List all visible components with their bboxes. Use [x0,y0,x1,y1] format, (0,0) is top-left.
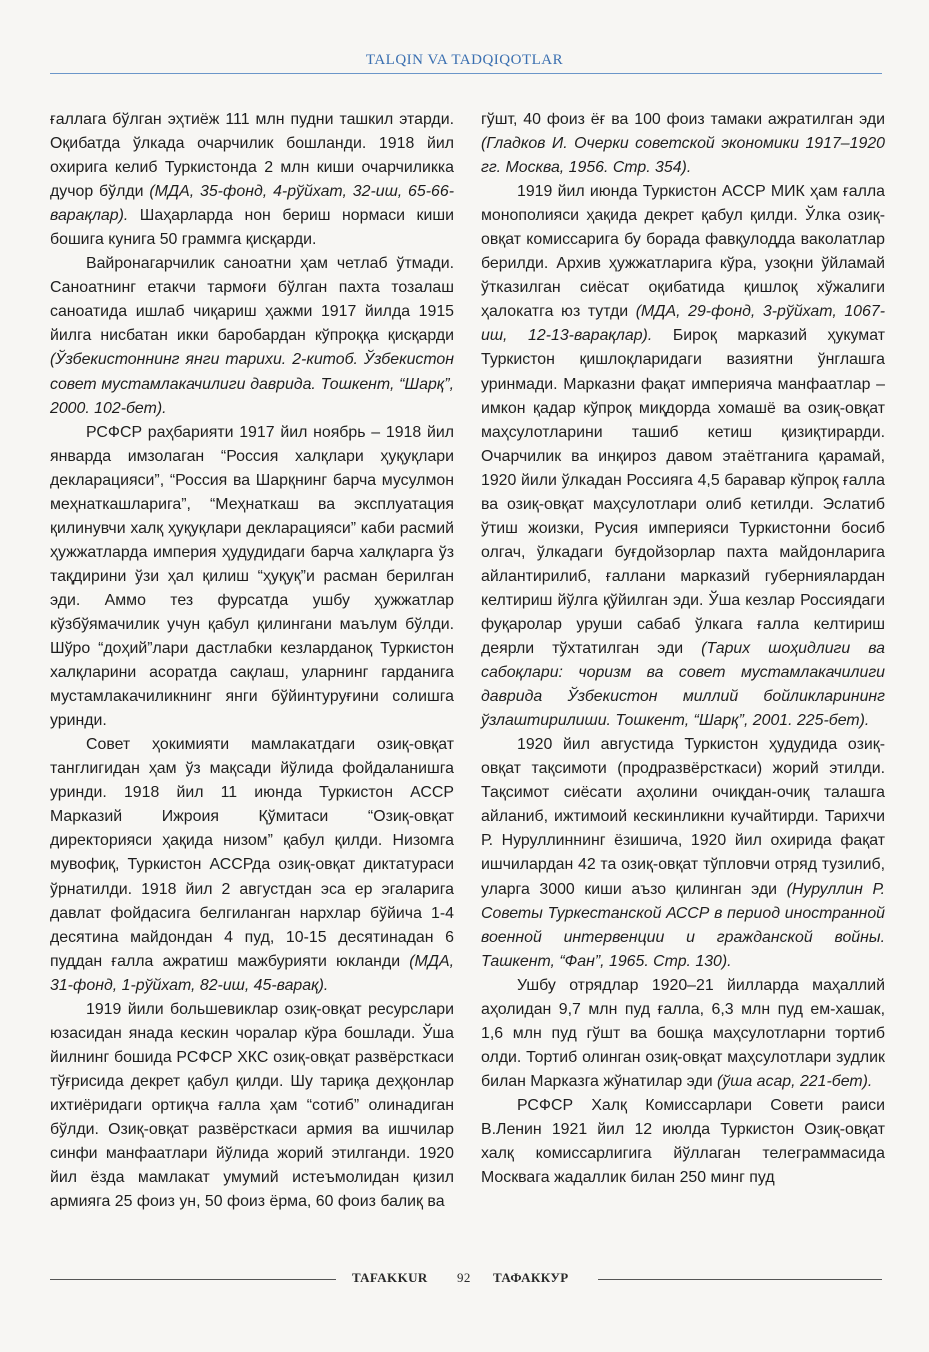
running-header: TALQIN VA TADQIQOTLAR [365,52,564,68]
header-rule [50,73,882,74]
page-number: 92 [457,1270,471,1285]
paragraph-text: ғаллага бўлган эҳтиёж 111 млн пудни ташкил этарди. Оқибатда ўлкада очарчилик бошланди. 1918 йил охирига келиб Туркистонда 2 млн киши очарчиликка дучор бўлди [50,111,454,201]
paragraph [50,421,454,734]
right-column [481,108,885,1190]
paragraph-text: гўшт, 40 фоиз ёғ ва 100 фоиз тамаки ажратилган эди [481,111,885,128]
footer-rule-right [598,1279,882,1280]
paragraph [50,998,454,1214]
footer-journal-latin: TAFAKKUR [352,1270,428,1285]
page-footer [50,1268,882,1290]
paragraph [50,252,454,420]
paragraph-text: Ушбу отрядлар 1920–21 йилларда маҳаллий аҳолидан 9,7 млн пуд ғалла, 6,3 млн пуд ем-хашак, 1,6 млн пуд гўшт ва бошқа маҳсулотларни тортиб олди. Тортиб олинган озиқ-овқат маҳсулотлари зудлик билан Марказга жўнатилар эди [481,976,885,1090]
paragraph-text: 1920 йил августида Туркистон ҳудудида озиқ-овқат тақсимоти (продразвёрсткаси) жорий этилди. Тақсимот сиёсати аҳолини очиқдан-очиқ талашга айланиб, ижтимоий кескинликни кучайтирди. Тарихчи Р. Нуруллиннинг ёзишича, 1920 йил охирида фақат ишчилардан 42 та озиқ-овқат тўпловчи отряд тузилиб, уларга 3000 киши аъзо қилинган эди [481,736,885,898]
paragraph [50,733,454,998]
paragraph-text: 1919 йил июнда Туркистон АССР МИК ҳам ғалла монополияси ҳақида декрет қабул қилди. Ўлка озиқ-овқат комиссарига бу борада фавқулодда ваколатлар берилди. Архив ҳужжатларига кўра, узоқни ўйламай ўтказилган сиёсат оқибатида қишлоқ хўжалиги ҳалокатга юз тутди [481,183,885,321]
paragraph [481,180,885,733]
citation: (Ўзбекистоннинг янги тарихи. 2-китоб. Ўзбекистон совет мустамлакачилиги даврида. Тошкент, “Шарқ”, 2000. 102-бет). [50,351,454,417]
paragraph-text: РСФСР Халқ Комиссарлари Совети раиси В.Ленин 1921 йил 12 июлда Туркистон Озиқ-овқат халқ комиссарлигига йўллаган телеграммасида Москвага жадаллик билан 250 минг пуд [481,1096,885,1187]
paragraph [481,733,885,973]
paragraph-text: Совет ҳокимияти мамлакатдаги озиқ-овқат танглигидан ҳам ўз мақсади йўлида фойдаланишга уринди. 1918 йил 11 июнда Туркистон АССР Марказий Ижроия Қўмитаси “Озиқ-овқат директорияси ҳақида низом” қабул қилди. Низомга мувофиқ, Туркистон АССРда озиқ-овқат диктатураси ўрнатилди. 1918 йил 2 августдан эса ер эгаларига давлат фойдасига белгиланган нархлар бўйича 1-4 десятина майдондан 4 пуд, 10-15 десятинадан 6 пуддан ғалла ажратиш мажбурияти юкланди [50,736,454,970]
footer-journal-cyrillic: ТАФАККУР [493,1270,569,1285]
paragraph [481,1094,885,1190]
citation: (Нуруллин Р. Советы Туркестанской АССР в период иностранной военной интервенции и гражданской войны. Ташкент, “Фан”, 1965. Стр. 130). [481,880,885,970]
citation: (ўша асар, 221-бет). [717,1072,873,1090]
paragraph-text: Шаҳарларда нон бериш нормаси киши бошига кунига 50 граммга қисқарди. [50,207,454,249]
paragraph [481,108,885,180]
paragraph [481,974,885,1094]
footer-rule-left [50,1279,336,1280]
citation: (Гладков И. Очерки советской экономики 1917–1920 гг. Москва, 1956. Стр. 354). [481,135,885,177]
paragraph [50,108,454,252]
paragraph-text: Бироқ марказий ҳукумат Туркистон қишлоқларидаги вазиятни ўнглашга уринмади. Марказни фақат империяча манфаатлар – имкон қадар кўпроқ миқдорда хомашё ва озиқ-овқат маҳсулотларини ташиб кетиш қизиқтирарди. Очарчилик ва инқироз давом этаётганига қарамай, 1920 йили ўлкадан Россияга 4,5 баравар кўпроқ ғалла ва озиқ-овқат маҳсулотлари олиб кетилди. Эслатиб ўтиш жоизки, Русия империяси Туркистонни босиб олгач, ўлкадаги буғдойзорлар пахта майдонларига айлантирилиб, ғаллани марказий губерниялардан келтириш йўлга қўйилган эди. Ўша кезлар Россиядаги фуқаролар уруши сабаб ўлкага ғалла келтириш деярли тўхтатилган эди [481,327,885,658]
citation: (Тарих шоҳидлиги ва сабоқлари: чоризм ва совет мустамлакачилиги даврида Ўзбекистон миллий бойликларининг ўзлаштирилиши. Тошкент, “Шарқ”, 2001. 225-бет). [481,640,885,730]
paragraph-text: Вайронагарчилик саноатни ҳам четлаб ўтмади. Саноатнинг етакчи тармоғи бўлган пахта тозалаш саноатида ишлаб чиқариш ҳажми 1917 йилда 1915 йилга нисбатан икки баробардан кўпроққа қисқарди [50,255,454,345]
citation: (МДА, 31-фонд, 1-рўйхат, 82-иш, 45-варақ). [50,952,454,994]
citation: (МДА, 35-фонд, 4-рўйхат, 32-иш, 65-66-варақлар). [50,183,454,225]
left-column [50,108,454,1214]
citation: (МДА, 29-фонд, 3-рўйхат, 1067-иш, 12-13-варақлар). [481,303,885,345]
paragraph-text: РСФСР раҳбарияти 1917 йил ноябрь – 1918 йил январда имзолаган “Россия халқлари ҳуқуқлари декларацияси”, “Россия ва Шарқнинг барча мусулмон меҳнаткашларига”, “Меҳнаткаш ва эксплуатация қилинувчи халқ ҳуқуқлари декларацияси” каби расмий ҳужжатларда империя ҳудудидаги барча халқларга ўз тақдирини ўзи ҳал қилиш “ҳуқуқ”и расман берилган эди. Аммо тез фурсатда ушбу ҳужжатлар кўзбўямачилик учун қабул қилингани маълум бўлди. Шўро “доҳий”лари дастлабки кезларданоқ Туркистон халқларини асоратда сақлаш, уларнинг гарданига мустамлакачиликнинг янги бўйинтуруғини солишга уринди. [50,423,454,730]
paragraph-text: 1919 йили большевиклар озиқ-овқат ресурслари юзасидан янада кескин чоралар кўра бошлади. Ўша йилнинг бошида РСФСР ХКС озиқ-овқат развёрсткаси тўғрисида декрет қабул қилди. Шу тариқа деҳқонлар ихтиёридаги ортиқча ғалла ҳам “сотиб” олинадиган бўлди. Озиқ-овқат развёрсткаси армия ва ишчилар синфи манфаатлари йўлида жорий этилганди. 1920 йил ёзда мамлакат умумий истеъмолидан қизил армияга 25 фоиз ун, 50 фоиз ёрма, 60 фоиз балиқ ва [50,1000,454,1211]
